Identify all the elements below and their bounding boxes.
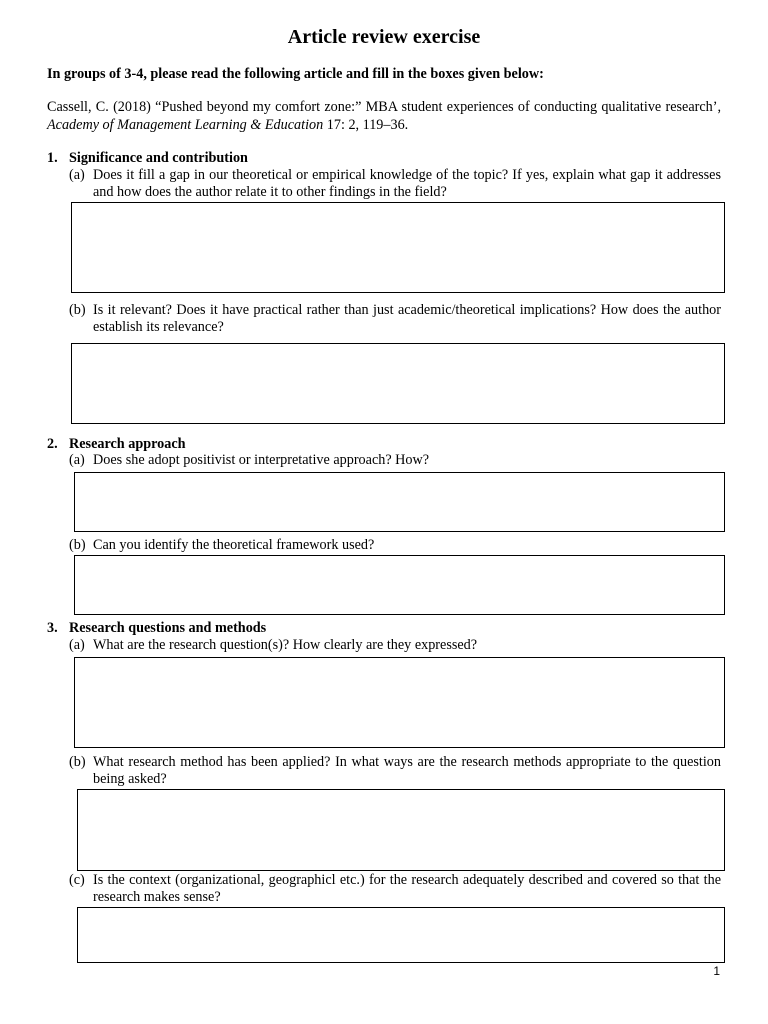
question-text: Does she adopt positivist or interpretative approach? How? (93, 452, 430, 468)
question-1a (69, 167, 721, 201)
page-number: 1 (713, 964, 720, 978)
answer-box-1a[interactable] (71, 202, 725, 293)
citation-details: 17: 2, 119–36. (323, 117, 409, 133)
section-heading-3 (47, 620, 266, 637)
answer-box-3b[interactable] (77, 789, 725, 871)
section-number: 1. (47, 150, 58, 166)
section-title: Research questions and methods (69, 620, 267, 636)
question-3c (69, 872, 721, 906)
document-title: Article review exercise (287, 26, 481, 48)
section-number: 2. (47, 436, 58, 452)
question-text: Is the context (organizational, geographicl etc.) for the research adequately described and covered so that the research makes sense? (93, 872, 721, 905)
answer-box-2a[interactable] (74, 472, 725, 532)
question-label: (b) (69, 537, 86, 553)
question-text: What research method has been applied? In what ways are the research methods appropriate to the question being asked? (93, 754, 721, 787)
question-text: What are the research question(s)? How clearly are they expressed? (93, 637, 478, 653)
question-label: (b) (69, 754, 86, 770)
answer-box-3c[interactable] (77, 907, 725, 963)
section-heading-1 (47, 150, 248, 167)
instruction-text: In groups of 3-4, please read the following article and fill in the boxes given below: (47, 66, 544, 82)
question-text: Does it fill a gap in our theoretical or empirical knowledge of the topic? If yes, explain what gap it addresses and how does the author relate it to other findings in the field? (93, 167, 721, 200)
question-label: (c) (69, 872, 85, 888)
answer-box-1b[interactable] (71, 343, 725, 424)
answer-box-2b[interactable] (74, 555, 725, 615)
question-text: Can you identify the theoretical framework used? (93, 537, 375, 553)
question-2a (69, 452, 721, 469)
section-title: Research approach (69, 436, 186, 452)
article-citation (47, 98, 721, 134)
section-number: 3. (47, 620, 58, 636)
citation-text: Cassell, C. (2018) “Pushed beyond my comfort zone:” MBA student experiences of conducting qualitative research’, (47, 99, 721, 115)
citation-journal: Academy of Management Learning & Education (47, 117, 324, 133)
question-label: (a) (69, 637, 85, 653)
section-heading-2 (47, 436, 186, 453)
question-label: (b) (69, 302, 86, 318)
question-label: (a) (69, 452, 85, 468)
answer-box-3a[interactable] (74, 657, 725, 748)
question-3a (69, 637, 721, 654)
question-text: Is it relevant? Does it have practical rather than just academic/theoretical implications? How does the author establish its relevance? (93, 302, 721, 335)
section-title: Significance and contribution (69, 150, 248, 166)
question-2b (69, 537, 721, 554)
question-3b (69, 754, 721, 788)
question-label: (a) (69, 167, 85, 183)
question-1b (69, 302, 721, 336)
